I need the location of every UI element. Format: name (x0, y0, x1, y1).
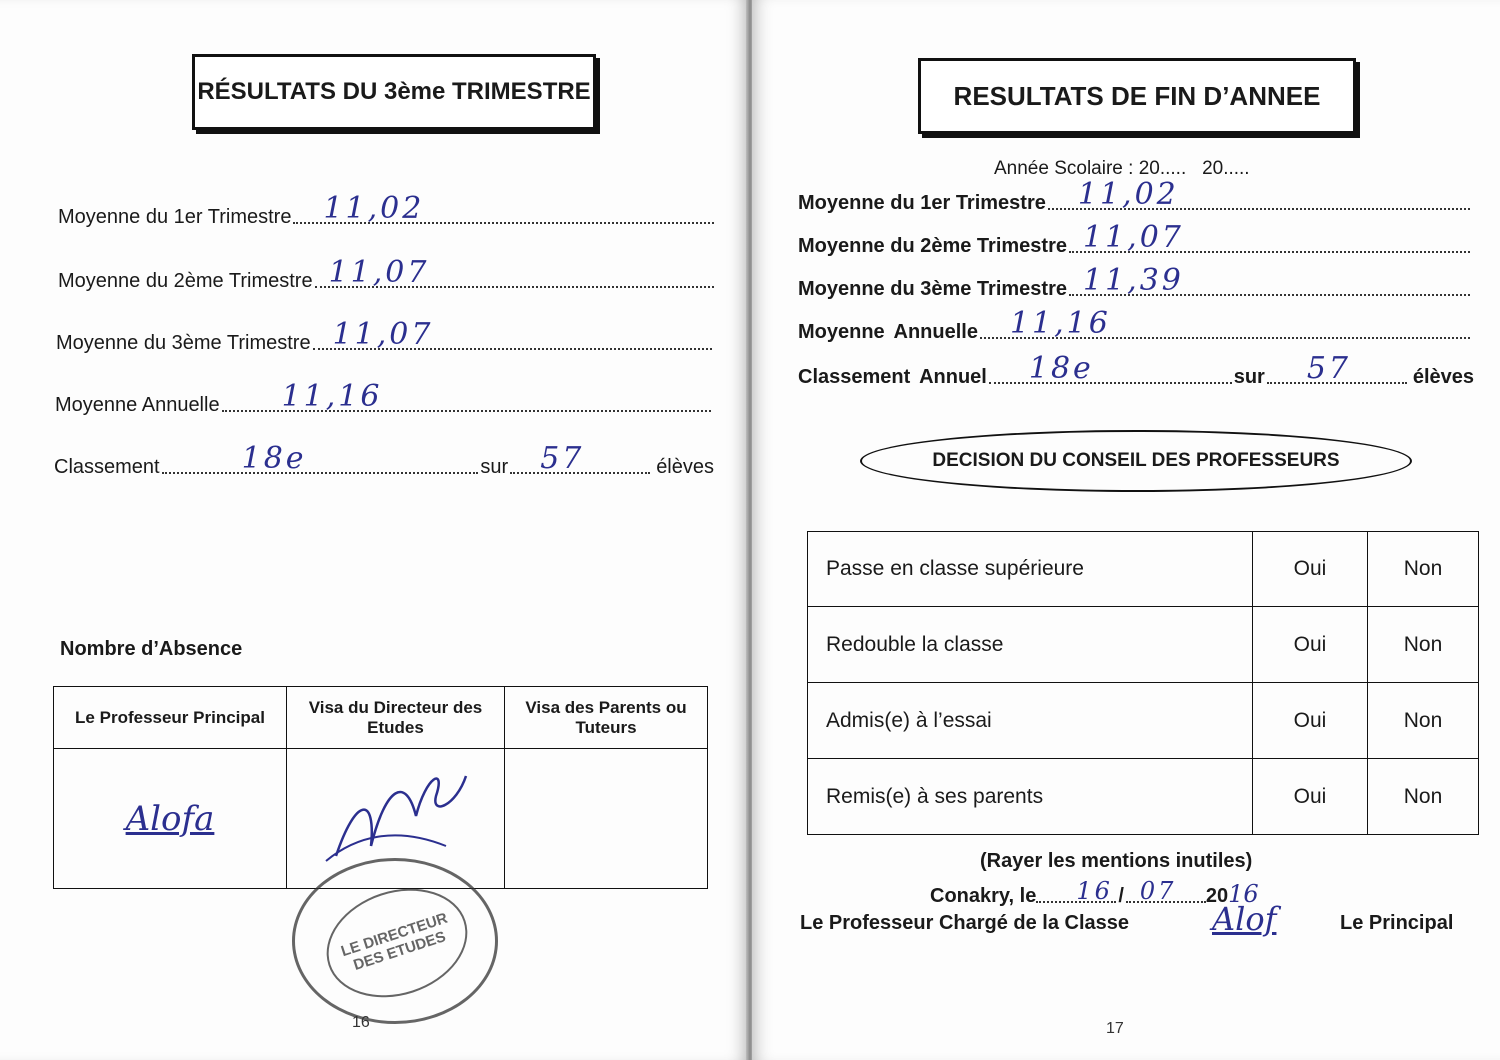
left-page (0, 0, 748, 1060)
dotted-line (1069, 220, 1470, 255)
signature-prof: Alofa (125, 798, 215, 839)
dotted-line (1126, 877, 1206, 905)
eleves-label: élèves (1412, 366, 1474, 388)
handwritten-value: 11,07 (1082, 220, 1184, 255)
page-number-16: 16 (352, 1014, 370, 1031)
left-row-3 (56, 317, 714, 355)
sig-header-prof: Le Professeur Principal (54, 687, 287, 749)
right-page-title (918, 58, 1356, 134)
stamp-text: LE DIRECTEUR DES ETUDES (339, 909, 450, 974)
handwritten-rank: 18e (1028, 351, 1094, 386)
sur-label: sur (480, 456, 509, 478)
left-classement-row (54, 441, 714, 479)
conakry-date-row (930, 877, 1350, 908)
decision-label: Redouble la classe (808, 607, 1253, 683)
date-year: 16 (1228, 880, 1259, 908)
dotted-line (510, 441, 650, 476)
dotted-line (222, 379, 711, 414)
eleves-label: élèves (656, 456, 714, 478)
handwritten-rank: 18e (241, 441, 307, 476)
page-number-17: 17 (1106, 1020, 1124, 1037)
decision-non[interactable]: Non (1368, 532, 1479, 607)
decision-oval (860, 430, 1412, 492)
dotted-line (313, 317, 712, 352)
sur-label: sur (1233, 366, 1265, 388)
right-classement-row (798, 351, 1474, 389)
date-sep: / (1118, 885, 1124, 907)
dotted-line (293, 191, 714, 226)
sig-header-parents: Visa des Parents ou Tuteurs (505, 687, 708, 749)
row-label: Moyenne du 1er Trimestre (58, 206, 292, 228)
decision-non[interactable]: Non (1368, 683, 1479, 759)
left-title-text: RÉSULTATS DU 3ème TRIMESTRE (197, 78, 591, 105)
dotted-line (980, 306, 1470, 341)
decision-label: Admis(e) à l’essai (808, 683, 1253, 759)
dotted-line (1267, 351, 1407, 386)
decision-non[interactable]: Non (1368, 607, 1479, 683)
classement-label: Classement Annuel (798, 366, 987, 388)
decision-title: DECISION DU CONSEIL DES PROFESSEURS (932, 450, 1340, 471)
absence-label: Nombre d’Absence (60, 638, 243, 660)
date-day: 16 (1076, 877, 1113, 905)
handwritten-value: 11,07 (328, 255, 430, 290)
decision-oui[interactable]: Oui (1253, 607, 1368, 683)
row-label: Moyenne du 3ème Trimestre (798, 278, 1067, 300)
handwritten-value: 11,16 (1009, 306, 1111, 341)
decision-non[interactable]: Non (1368, 759, 1479, 835)
handwritten-value: 11,16 (281, 379, 383, 414)
handwritten-total: 57 (540, 441, 585, 476)
left-row-2 (58, 255, 716, 293)
left-row-4 (55, 379, 713, 417)
handwritten-value: 11,07 (332, 317, 434, 352)
dotted-line (989, 351, 1232, 386)
right-row-2 (798, 220, 1472, 258)
principal-label: Le Principal (1340, 912, 1454, 934)
handwritten-value: 11,02 (1077, 177, 1179, 212)
date-year-prefix: 20 (1205, 885, 1229, 907)
left-page-title (192, 54, 596, 130)
dotted-line (1048, 177, 1470, 212)
row-label: Moyenne du 1er Trimestre (798, 192, 1046, 214)
stamp-directeur (292, 858, 498, 1024)
row-label: Moyenne Annuelle (55, 394, 220, 416)
row-label: Moyenne du 3ème Trimestre (56, 332, 311, 354)
handwritten-total: 57 (1306, 351, 1352, 386)
sig-header-directeur: Visa du Directeur des Etudes (287, 687, 505, 749)
dotted-line (1069, 263, 1470, 298)
prof-charge-label: Le Professeur Chargé de la Classe (800, 912, 1130, 934)
dotted-line (315, 255, 714, 290)
classement-label: Classement (54, 456, 160, 478)
sig-cell-prof (54, 749, 287, 889)
handwritten-value: 11,39 (1082, 263, 1184, 298)
right-row-4 (798, 306, 1472, 344)
right-page (752, 0, 1500, 1060)
decision-oui[interactable]: Oui (1253, 759, 1368, 835)
right-row-1 (798, 177, 1472, 215)
right-row-3 (798, 263, 1472, 301)
signature-prof-charge: Alof (1212, 900, 1277, 938)
decision-oui[interactable]: Oui (1253, 532, 1368, 607)
row-label: Moyenne Annuelle (798, 321, 978, 343)
row-label: Moyenne du 2ème Trimestre (798, 235, 1067, 257)
left-row-1 (58, 191, 716, 229)
dotted-line (162, 441, 479, 476)
decision-oui[interactable]: Oui (1253, 683, 1368, 759)
dotted-line (1036, 877, 1116, 905)
rayer-note: (Rayer les mentions inutiles) (980, 850, 1253, 872)
decision-table (807, 531, 1479, 835)
sig-cell-parents (505, 749, 708, 889)
conakry-label: Conakry, le (930, 885, 1037, 907)
handwritten-value: 11,02 (323, 191, 425, 226)
decision-label: Passe en classe supérieure (808, 532, 1253, 607)
annee-scolaire: Année Scolaire : 20..... 20..... (994, 158, 1250, 179)
date-month: 07 (1139, 877, 1177, 905)
row-label: Moyenne du 2ème Trimestre (58, 270, 313, 292)
right-title-text: RESULTATS DE FIN D’ANNEE (953, 80, 1321, 111)
decision-label: Remis(e) à ses parents (808, 759, 1253, 835)
